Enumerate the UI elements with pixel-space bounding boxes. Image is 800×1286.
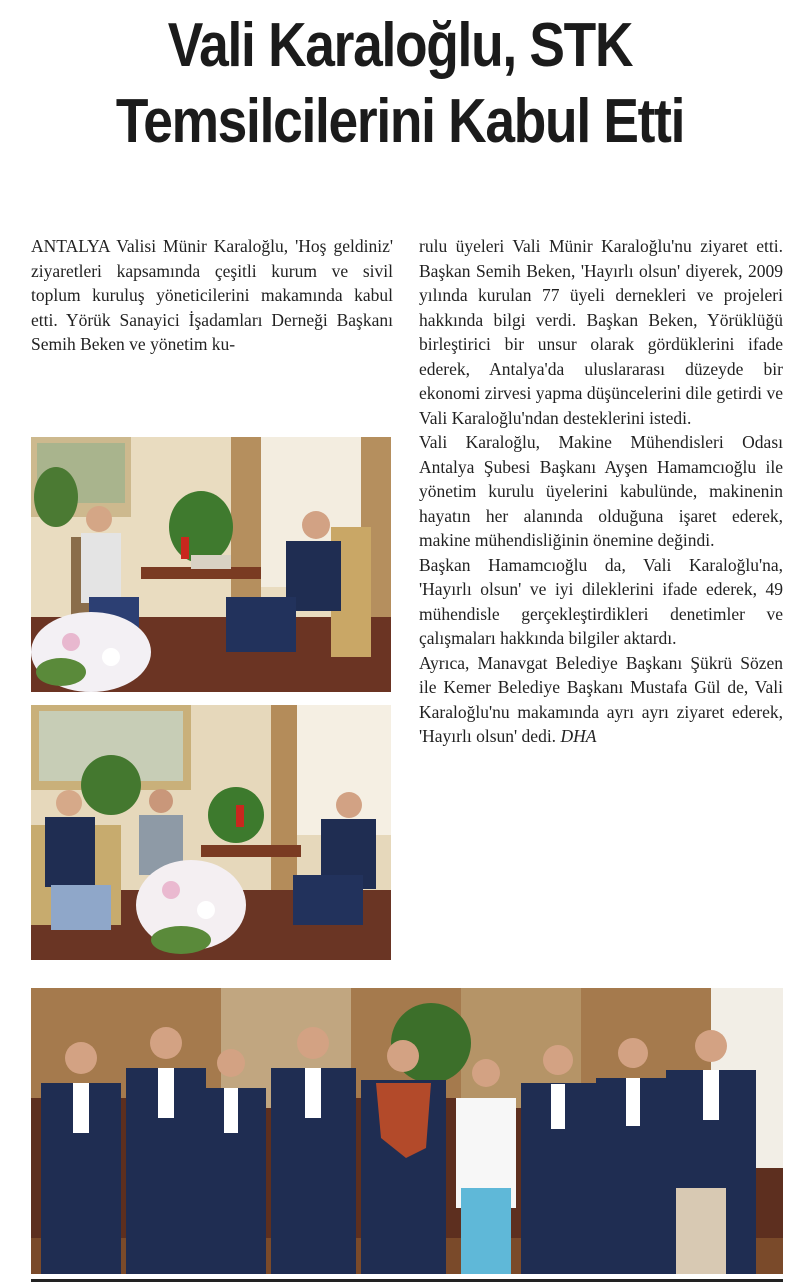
paragraph-mayors xyxy=(419,651,783,749)
bottom-rule xyxy=(31,1279,783,1282)
paragraph-beken: rulu üyeleri Vali Münir Karaloğlu'nu ziyaret etti. Başkan Semih Beken, 'Hayırlı olsun' diyerek, 2009 yılında kurulan 77 üyeli dernekleri ve projeleri hakkında bilgi verdi. Başkan Beken, Yörüklüğü birleştirici bir unsur olarak gördüklerini ifade ederek, Antalya'da uluslararası düzeyde bir ekonomi zirvesi yapma düşüncelerini dile getirdi ve Vali Karaloğlu'ndan desteklerini istedi. xyxy=(419,236,783,428)
left-column xyxy=(31,234,393,357)
news-source: DHA xyxy=(560,726,597,746)
intro-paragraph: ANTALYA Valisi Münir Karaloğlu, 'Hoş geldiniz' ziyaretleri kapsamında çeşitli kurum ve sivil toplum kuruluş yöneticilerini makamında kabul etti. Yörük Sanayici İşadamları Derneği Başkanı Semih Beken ve yönetim ku- xyxy=(31,236,393,354)
headline xyxy=(56,8,744,160)
group-photo xyxy=(31,988,783,1274)
paragraph-karaloglu: Vali Karaloğlu, Makine Mühendisleri Odası Antalya Şubesi Başkanı Ayşen Hamamcıoğlu ile yönetim kurulu üyelerini kabulünde, makinenin hayatın her alanında olduğuna işaret ederek, makine mühendisliğinin önemine değindi. xyxy=(419,432,783,550)
meeting-photo-1 xyxy=(31,437,391,692)
headline-line-1: Vali Karaloğlu, STK xyxy=(167,11,633,80)
paragraph-hamamcioglu: Başkan Hamamcıoğlu da, Vali Karaloğlu'na, 'Hayırlı olsun' ve iyi dileklerini ifade ederek, 49 mühendisle gerçekleştirdikleri denetimler ve çalışmaları hakkında bilgiler aktardı. xyxy=(419,554,783,648)
headline-line-2: Temsilcilerini Kabul Etti xyxy=(115,87,685,156)
right-column xyxy=(419,234,783,749)
paragraph-mayors-text: Ayrıca, Manavgat Belediye Başkanı Şükrü Sözen ile Kemer Belediye Başkanı Mustafa Gül de, Vali Karaloğlu'nu makamında ayrı ayrı ziyaret ederek, 'Hayırlı olsun' dedi. xyxy=(419,652,783,746)
meeting-photo-2 xyxy=(31,705,391,960)
